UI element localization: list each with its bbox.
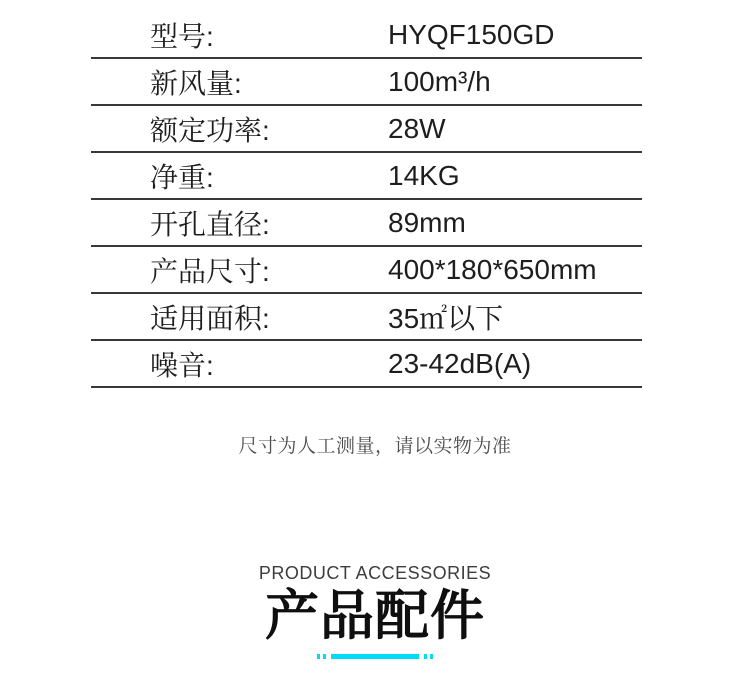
accent-dot — [317, 654, 320, 659]
spec-table — [91, 12, 642, 388]
spec-label: 额定功率: — [150, 114, 270, 146]
spec-label: 新风量: — [150, 67, 242, 99]
spec-label: 噪音: — [150, 349, 214, 381]
spec-row — [91, 294, 642, 341]
section-header — [0, 563, 750, 659]
spec-row — [91, 12, 642, 59]
spec-value: 35㎡以下 — [388, 302, 504, 334]
spec-value: 400*180*650mm — [388, 253, 597, 285]
accent-dot — [424, 654, 427, 659]
spec-label: 适用面积: — [150, 302, 270, 334]
spec-row — [91, 153, 642, 200]
accent-underline — [0, 654, 750, 659]
spec-row — [91, 59, 642, 106]
spec-value: 28W — [388, 112, 446, 144]
accent-dot — [323, 654, 326, 659]
spec-row — [91, 247, 642, 294]
section-title: 产品配件 — [265, 585, 485, 646]
spec-label: 产品尺寸: — [150, 255, 270, 287]
section-subtitle: PRODUCT ACCESSORIES — [258, 563, 492, 583]
spec-row — [91, 341, 642, 388]
measurement-disclaimer: 尺寸为人工测量，请以实物为准 — [238, 436, 512, 457]
accent-bar — [331, 654, 419, 659]
spec-row — [91, 106, 642, 153]
spec-label: 开孔直径: — [150, 208, 270, 240]
spec-value: 89mm — [388, 206, 466, 238]
spec-value: 100m³/h — [388, 65, 491, 97]
spec-label: 型号: — [150, 20, 214, 52]
spec-value: 23-42dB(A) — [388, 347, 532, 379]
spec-value: 14KG — [388, 159, 460, 191]
spec-value: HYQF150GD — [388, 18, 555, 50]
accent-dot — [430, 654, 433, 659]
spec-row — [91, 200, 642, 247]
spec-label: 净重: — [150, 161, 214, 193]
